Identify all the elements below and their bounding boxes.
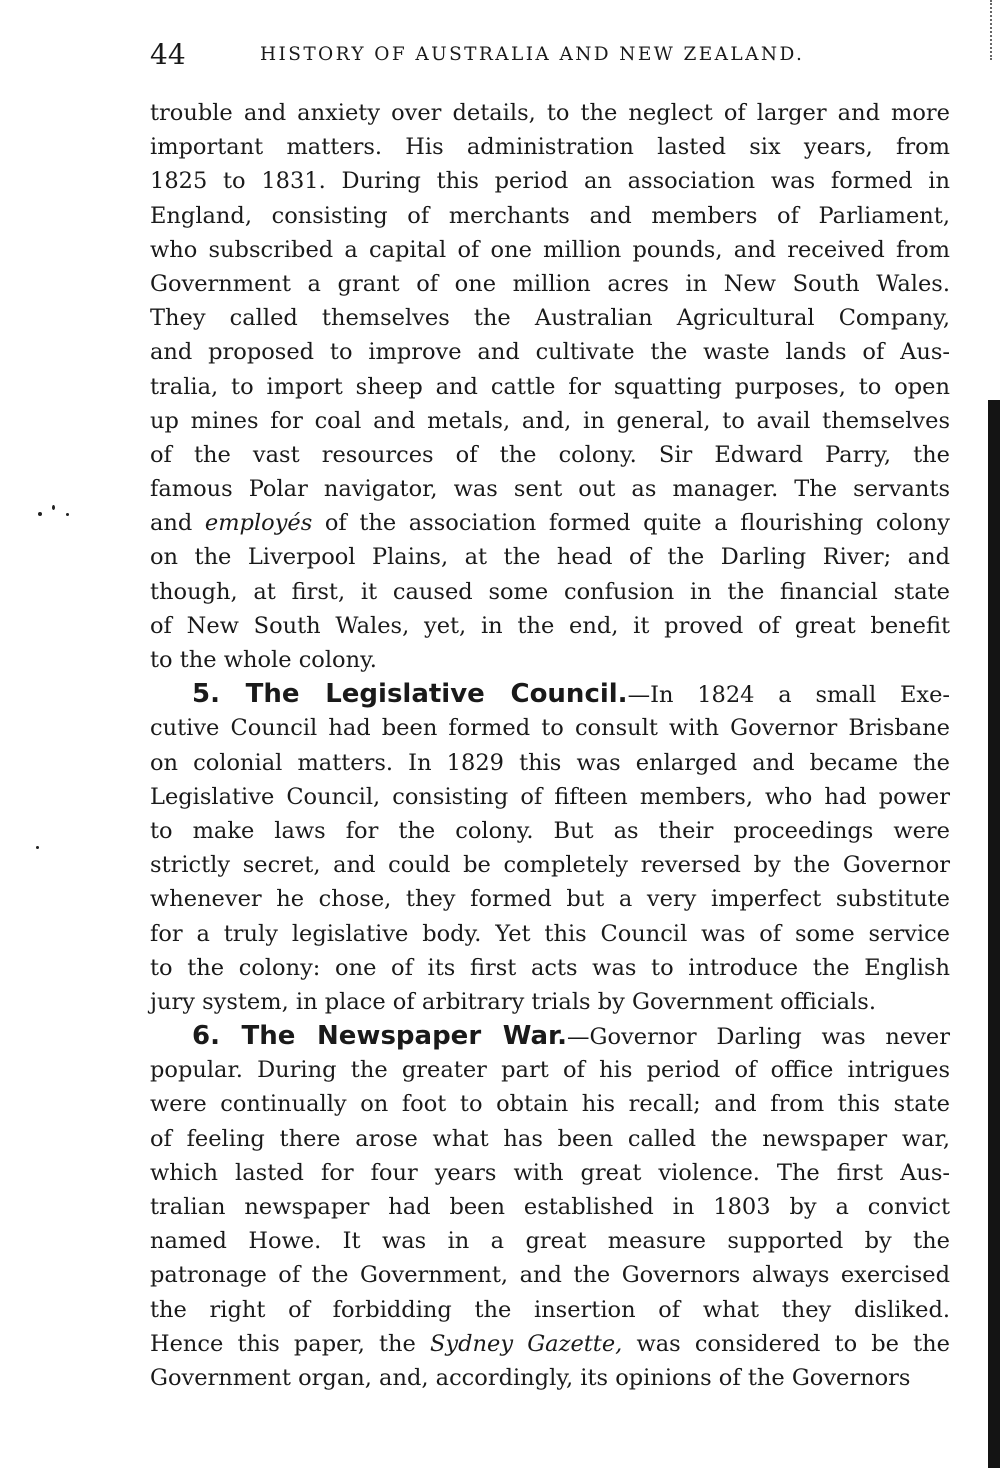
text-line: though, at first, it caused some confusion in the financial state bbox=[150, 578, 950, 605]
scan-speck bbox=[52, 505, 55, 510]
section-heading: 5. The Legislative Council. bbox=[192, 679, 628, 710]
running-title: HISTORY OF AUSTRALIA AND NEW ZEALAND. bbox=[260, 44, 805, 65]
text-line: 1825 to 1831. During this period an association was formed in bbox=[150, 168, 950, 195]
text-line: of New South Wales, yet, in the end, it proved of great benefit bbox=[150, 612, 950, 639]
text-line: to the colony: one of its first acts was to introduce the English bbox=[150, 954, 950, 981]
text-run: —In 1824 a small Exe- bbox=[627, 682, 950, 709]
text-run: was considered to be the bbox=[622, 1330, 950, 1357]
text-line: whenever he chose, they formed but a very imperfect substitute bbox=[150, 886, 950, 913]
text-line: strictly secret, and could be completely reversed by the Governor bbox=[150, 852, 950, 879]
body-text bbox=[150, 96, 950, 1395]
text-line: England, consisting of merchants and members of Parliament, bbox=[150, 202, 950, 229]
text-line: tralian newspaper had been established in 1803 by a convict bbox=[150, 1194, 950, 1220]
text-line: of the vast resources of the colony. Sir Edward Parry, the bbox=[150, 441, 950, 468]
text-line: popular. During the greater part of his period of office intrigues bbox=[150, 1057, 950, 1084]
text-line bbox=[150, 506, 950, 540]
text-line: the right of forbidding the insertion of what they disliked. bbox=[150, 1296, 950, 1323]
text-line bbox=[150, 677, 950, 711]
text-line: on colonial matters. In 1829 this was enlarged and became the bbox=[150, 749, 950, 776]
text-line: famous Polar navigator, was sent out as manager. The servants bbox=[150, 476, 950, 503]
text-run: of the association formed quite a flourishing colony bbox=[312, 510, 950, 537]
text-line: on the Liverpool Plains, at the head of the Darling River; and bbox=[150, 544, 950, 571]
text-line: They called themselves the Australian Agricultural Company, bbox=[150, 305, 950, 332]
text-line: important matters. His administration lasted six years, from bbox=[150, 134, 950, 161]
text-line: for a truly legislative body. Yet this Council was of some service bbox=[150, 920, 950, 947]
binding-shadow bbox=[988, 400, 1000, 1468]
text-line: of feeling there arose what has been called the newspaper war, bbox=[150, 1125, 950, 1152]
text-line bbox=[150, 1019, 950, 1053]
text-line: Government a grant of one million acres in New South Wales. bbox=[150, 270, 950, 297]
binding-edge bbox=[990, 0, 994, 60]
text-line: named Howe. It was in a great measure supported by the bbox=[150, 1228, 950, 1255]
section-heading: 6. The Newspaper War. bbox=[192, 1021, 568, 1052]
text-line: cutive Council had been formed to consult with Governor Brisbane bbox=[150, 715, 950, 742]
text-line: to make laws for the colony. But as their proceedings were bbox=[150, 817, 950, 844]
text-run: —Governor Darling was never bbox=[567, 1024, 951, 1051]
text-line: to the whole colony. bbox=[150, 647, 377, 673]
page-header bbox=[150, 38, 950, 78]
page-number: 44 bbox=[150, 38, 186, 71]
text-line: who subscribed a capital of one million pounds, and received from bbox=[150, 236, 950, 263]
scan-speck bbox=[66, 513, 69, 516]
text-line: jury system, in place of arbitrary trials by Government officials. bbox=[150, 988, 876, 1015]
text-line: up mines for coal and metals, and, in general, to avail themselves bbox=[150, 407, 950, 434]
scan-speck bbox=[36, 846, 39, 849]
text-line: tralia, to import sheep and cattle for squatting purposes, to open bbox=[150, 373, 950, 400]
text-line: were continually on foot to obtain his recall; and from this state bbox=[150, 1091, 950, 1118]
text-line: and proposed to improve and cultivate the waste lands of Aus- bbox=[150, 339, 950, 366]
text-line: patronage of the Government, and the Governors always exercised bbox=[150, 1262, 950, 1289]
italic-term: Sydney Gazette, bbox=[430, 1330, 623, 1357]
text-line: Government organ, and, accordingly, its opinions of the Governors bbox=[150, 1364, 911, 1391]
scan-speck bbox=[38, 512, 42, 516]
text-line: Legislative Council, consisting of fifteen members, who had power bbox=[150, 783, 950, 810]
text-line bbox=[150, 1327, 950, 1361]
text-line: trouble and anxiety over details, to the neglect of larger and more bbox=[150, 100, 950, 126]
italic-term: employés bbox=[204, 510, 313, 537]
text-run: and bbox=[150, 510, 205, 537]
text-run: Hence this paper, the bbox=[150, 1330, 431, 1357]
text-line: which lasted for four years with great violence. The first Aus- bbox=[150, 1159, 950, 1186]
